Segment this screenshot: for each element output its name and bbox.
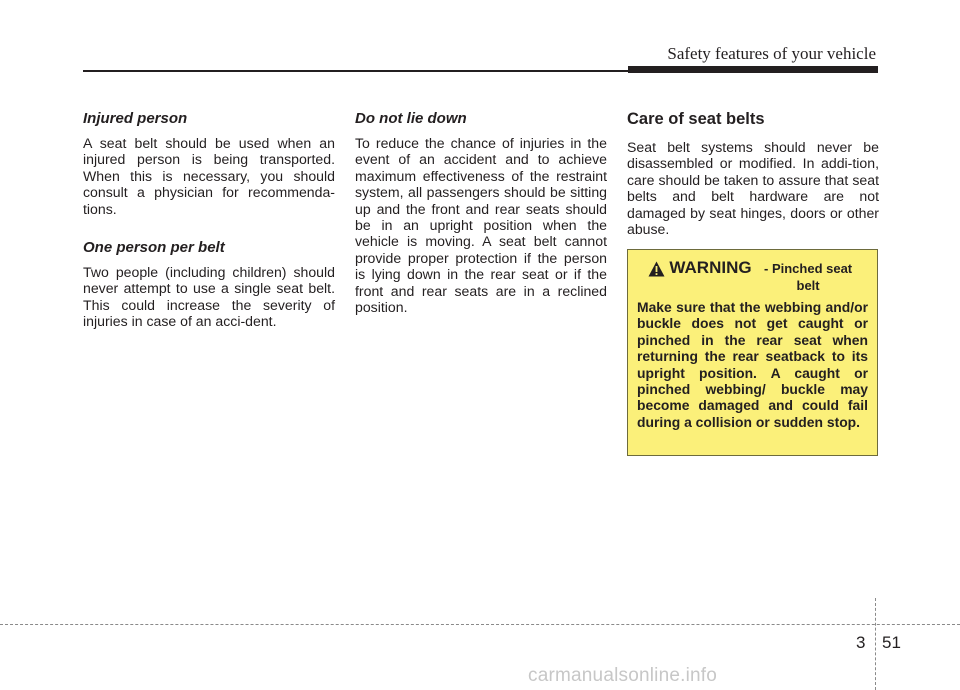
injured-person-text: A seat belt should be used when an injured person is being transported. When this is necessary, you should consult a physician for recommenda-tions. [83, 135, 335, 217]
warning-box [627, 249, 878, 456]
column-left [83, 110, 335, 330]
column-right [627, 110, 879, 237]
care-of-seat-belts-text: Seat belt systems should never be disassembled or modified. In addi-tion, care should be taken to assure that seat belts and belt hardware are not damaged by seat hinges, doors or other abuse. [627, 139, 879, 238]
warning-triangle-icon [648, 261, 665, 277]
one-person-per-belt-heading: One person per belt [83, 239, 225, 257]
warning-subtitle: - Pinched seat belt [764, 261, 853, 293]
warning-text: Make sure that the webbing and/or buckle does not get caught or pinched in the rear seat when returning the rear seatback to its upright position. A caught or pinched webbing/ buckle may become damaged and could fail during a collision or sudden stop. [637, 299, 868, 430]
warning-label: WARNING [669, 258, 752, 277]
header-rule-accent [628, 66, 878, 73]
do-not-lie-down-heading: Do not lie down [355, 110, 467, 127]
footer-divider [875, 598, 876, 690]
one-person-per-belt-text: Two people (including children) should never attempt to use a single seat belt. This could increase the severity of injuries in case of an acci-dent. [83, 264, 335, 330]
section-header-title: Safety features of your vehicle [667, 44, 876, 63]
care-of-seat-belts-heading: Care of seat belts [627, 110, 765, 128]
do-not-lie-down-text: To reduce the chance of injuries in the event of an accident and to achieve maximum effectiveness of the restraint system, all passengers should be sitting up and the front and rear seats should be in an upright position when the vehicle is moving. A seat belt cannot provide proper protection if the person is lying down in the rear seat or if the front and rear seats are in a reclined position. [355, 135, 607, 316]
warning-header [641, 258, 868, 294]
injured-person-heading: Injured person [83, 110, 188, 127]
footer-rule [0, 624, 960, 625]
column-middle [355, 110, 607, 315]
chapter-number: 3 [856, 633, 866, 652]
watermark: carmanualsonline.info [528, 665, 718, 686]
page-number: 51 [882, 633, 901, 652]
